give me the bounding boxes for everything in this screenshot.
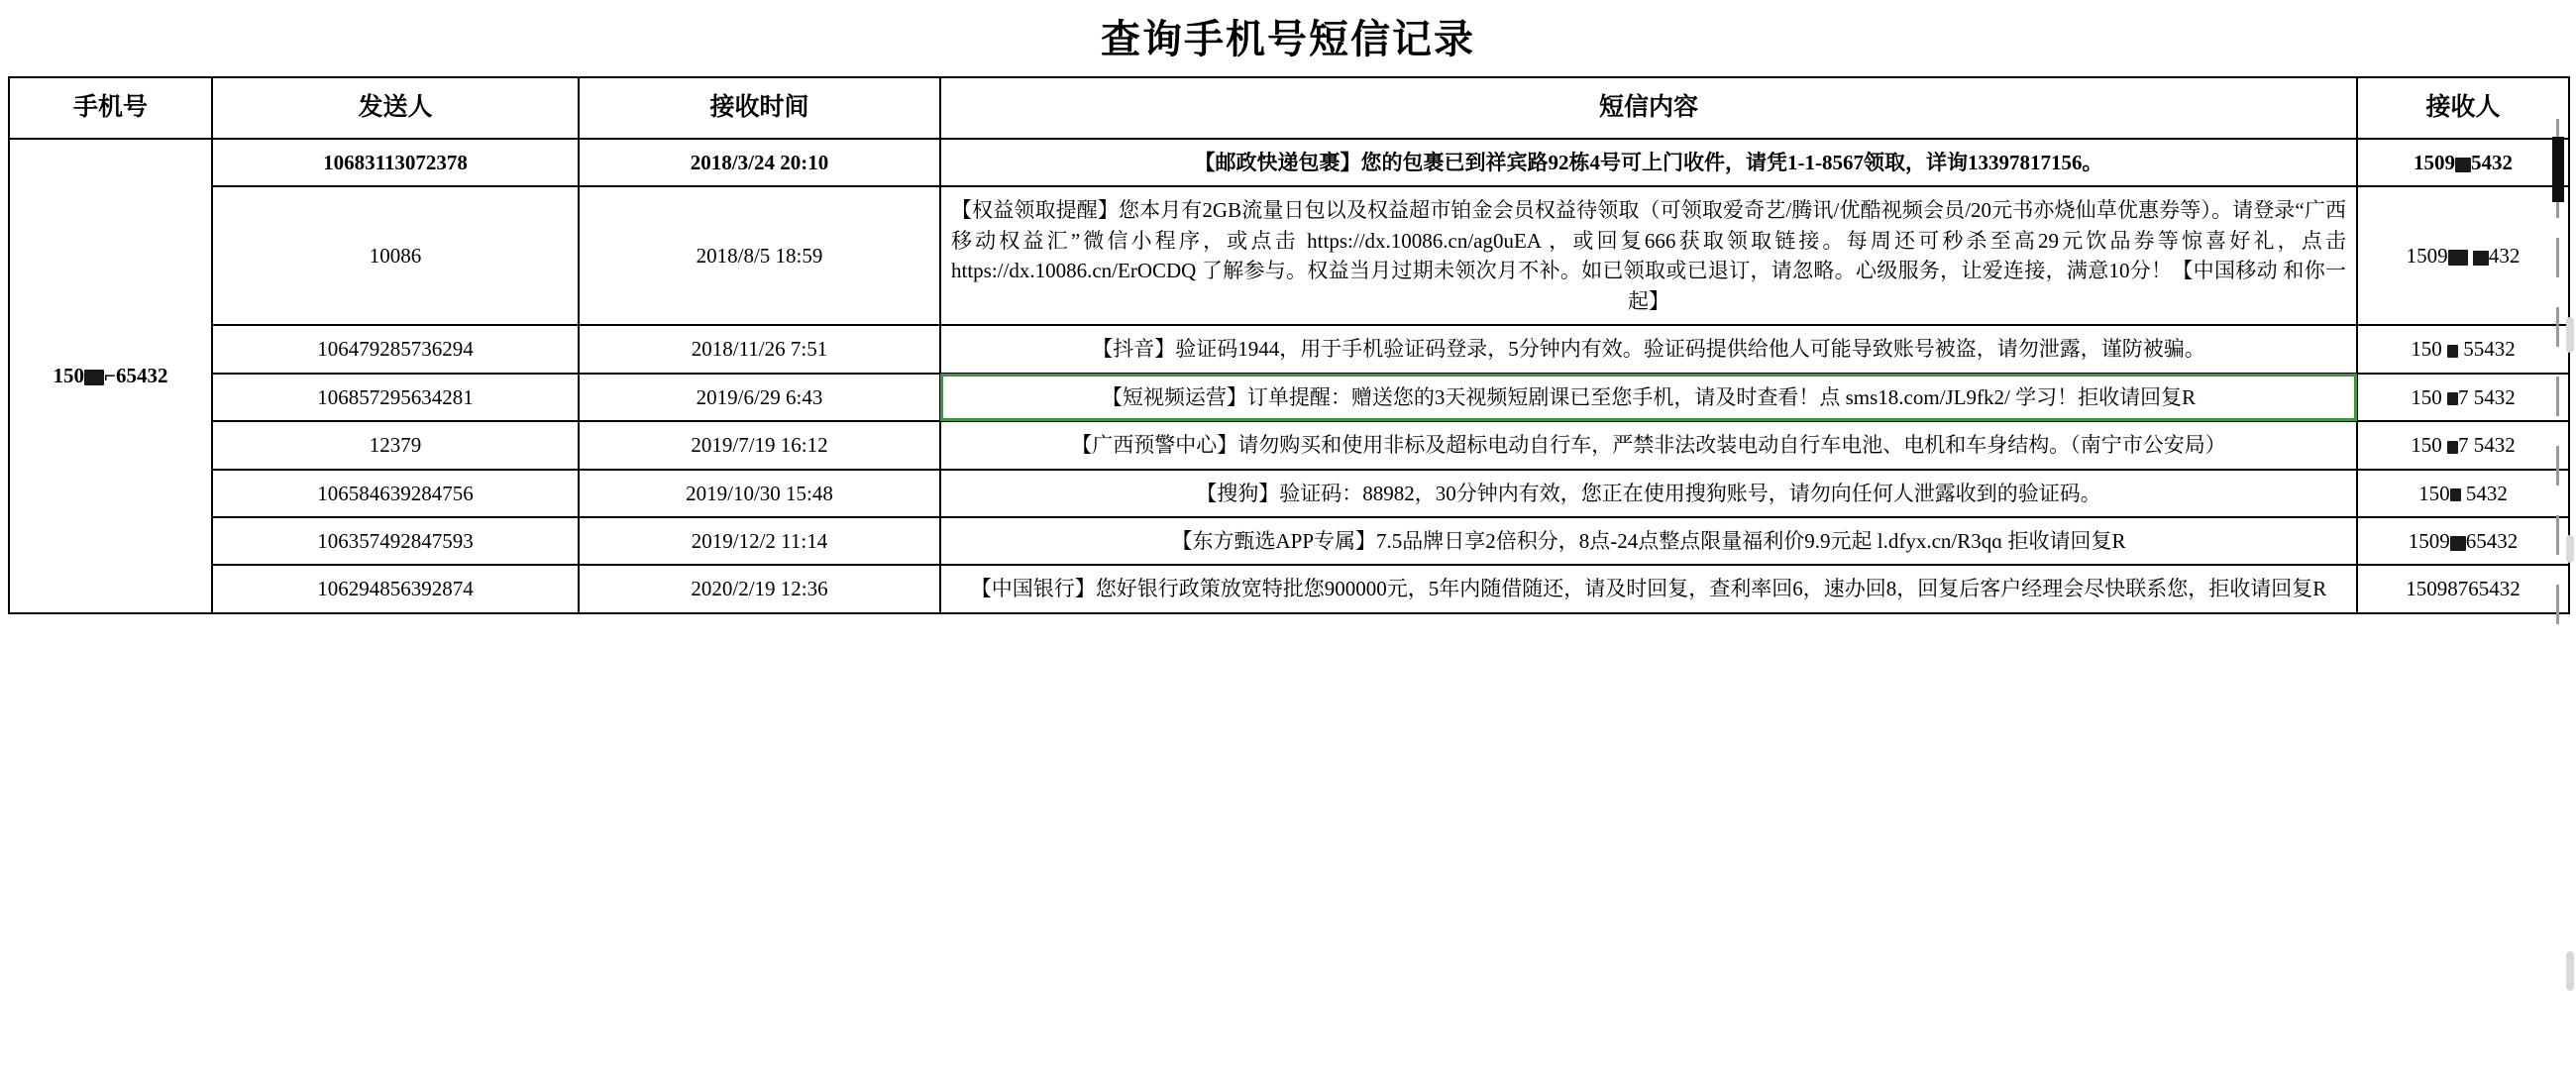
content-cell: 【搜狗】验证码：88982，30分钟内有效，您正在使用搜狗账号，请勿向任何人泄露收到的验证码。 [940, 470, 2357, 517]
scrollbar-thumb[interactable] [2566, 951, 2574, 991]
sender-cell: 106857295634281 [212, 374, 579, 421]
redaction-block-icon [2473, 251, 2489, 266]
redaction-block-icon [2447, 441, 2458, 454]
receiver-suffix: 65432 [2465, 528, 2519, 553]
table-row [9, 517, 2569, 565]
sender-cell: 10086 [212, 186, 579, 325]
content-cell: 【东方甄选APP专属】7.5品牌日享2倍积分，8点-24点整点限量福利价9.9元起 l.dfyx.cn/R3qɑ 拒收请回复R [940, 517, 2357, 565]
sender-cell: 10683113072378 [212, 139, 579, 186]
column-header-time: 接收时间 [579, 77, 940, 139]
column-header-content: 短信内容 [940, 77, 2357, 139]
receiver-prefix: 150 [2411, 337, 2442, 362]
table-row [9, 186, 2569, 325]
column-header-sender: 发送人 [212, 77, 579, 139]
sms-records-table [8, 76, 2570, 614]
content-cell: 【短视频运营】订单提醒：赠送您的3天视频短剧课已至您手机，请及时查看！点 sms18.com/JL9fk2/ 学习！拒收请回复R [940, 374, 2357, 421]
receiver-prefix: 1509 [2414, 151, 2455, 174]
table-row [9, 325, 2569, 373]
redaction-block-icon [2450, 488, 2461, 501]
receiver-prefix: 1509 [2408, 528, 2450, 553]
sender-cell: 106584639284756 [212, 470, 579, 517]
time-cell: 2020/2/19 12:36 [579, 565, 940, 612]
receiver-suffix: 432 [2488, 244, 2521, 269]
receiver-cell [2357, 374, 2569, 421]
time-cell: 2019/6/29 6:43 [579, 374, 940, 421]
redaction-block-icon [2450, 536, 2466, 551]
receiver-cell [2357, 325, 2569, 373]
receiver-suffix: 55432 [2463, 337, 2516, 362]
table-header [9, 77, 2569, 139]
receiver-cell [2357, 139, 2569, 186]
sender-cell: 106294856392874 [212, 565, 579, 612]
receiver-cell: 15098765432 [2357, 565, 2569, 612]
sender-cell: 12379 [212, 421, 579, 469]
receiver-suffix: 5432 [2465, 481, 2508, 505]
redaction-block-icon [2448, 250, 2468, 266]
scrollbar-thumb[interactable] [2566, 535, 2574, 563]
content-cell: 【中国银行】您好银行政策放宽特批您900000元，5年内随借随还，请及时回复，查利率回6，速办回8，回复后客户经理会尽快联系您，拒收请回复R [940, 565, 2357, 612]
table-row [9, 470, 2569, 517]
receiver-suffix: 7 5432 [2458, 433, 2516, 458]
column-header-receiver: 接收人 [2357, 77, 2569, 139]
table-row [9, 565, 2569, 612]
table-body [9, 139, 2569, 613]
time-cell: 2019/7/19 16:12 [579, 421, 940, 469]
table-row [9, 374, 2569, 421]
receiver-cell [2357, 517, 2569, 565]
receiver-prefix: 1509 [2406, 244, 2448, 269]
content-cell: 【邮政快递包裹】您的包裹已到祥宾路92栋4号可上门收件，请凭1-1-8567领取，详询13397817156。 [940, 139, 2357, 186]
content-cell: 【广西预警中心】请勿购买和使用非标及超标电动自行车，严禁非法改装电动自行车电池、电机和车身结构。（南宁市公安局） [940, 421, 2357, 469]
receiver-prefix: 150 [2418, 481, 2450, 505]
content-cell: 【抖音】验证码1944，用于手机验证码登录，5分钟内有效。验证码提供给他人可能导致账号被盗，请勿泄露，谨防被骗。 [940, 325, 2357, 373]
redaction-block-icon [2447, 392, 2458, 405]
receiver-suffix: 7 5432 [2458, 384, 2516, 409]
time-cell: 2018/3/24 20:10 [579, 139, 940, 186]
phone-number-text: 150 ⌐65432 [53, 364, 168, 388]
receiver-cell [2357, 421, 2569, 469]
sender-cell: 106357492847593 [212, 517, 579, 565]
table-row [9, 421, 2569, 469]
receiver-suffix: 5432 [2471, 151, 2513, 174]
page-title: 查询手机号短信记录 [1101, 17, 1475, 61]
redaction-block-icon [84, 370, 104, 385]
time-cell: 2018/11/26 7:51 [579, 325, 940, 373]
time-cell: 2019/10/30 15:48 [579, 470, 940, 517]
content-cell: 【权益领取提醒】您本月有2GB流量日包以及权益超市铂金会员权益待领取（可领取爱奇艺/腾讯/优酷视频会员/20元书亦烧仙草优惠券等）。请登录“广西移动权益汇”微信小程序，或点击 https://dx.10086.cn/ag0uEA ，或回复666获取领取链接。每周还可秒杀至高29元饮品券等惊喜好礼，点击 https://dx.10086.cn/ErOCDQ 了解参与。权益当月过期未领次月不补。如已领取或已退订，请忽略。心级服务，让爱连接，满意10分！【中国移动 和你一起】 [940, 186, 2357, 325]
receiver-cell [2357, 470, 2569, 517]
table-row [9, 139, 2569, 186]
column-header-phone: 手机号 [9, 77, 212, 139]
redaction-block-icon [2447, 345, 2458, 358]
phone-number-cell [9, 139, 212, 613]
time-cell: 2019/12/2 11:14 [579, 517, 940, 565]
scrollbar-thumb[interactable] [2566, 317, 2574, 353]
table-header-row [9, 77, 2569, 139]
time-cell: 2018/8/5 18:59 [579, 186, 940, 325]
receiver-prefix: 150 [2411, 384, 2442, 409]
redaction-block-icon [2455, 158, 2471, 172]
sender-cell: 106479285736294 [212, 325, 579, 373]
receiver-cell [2357, 186, 2569, 325]
receiver-prefix: 150 [2411, 433, 2442, 458]
